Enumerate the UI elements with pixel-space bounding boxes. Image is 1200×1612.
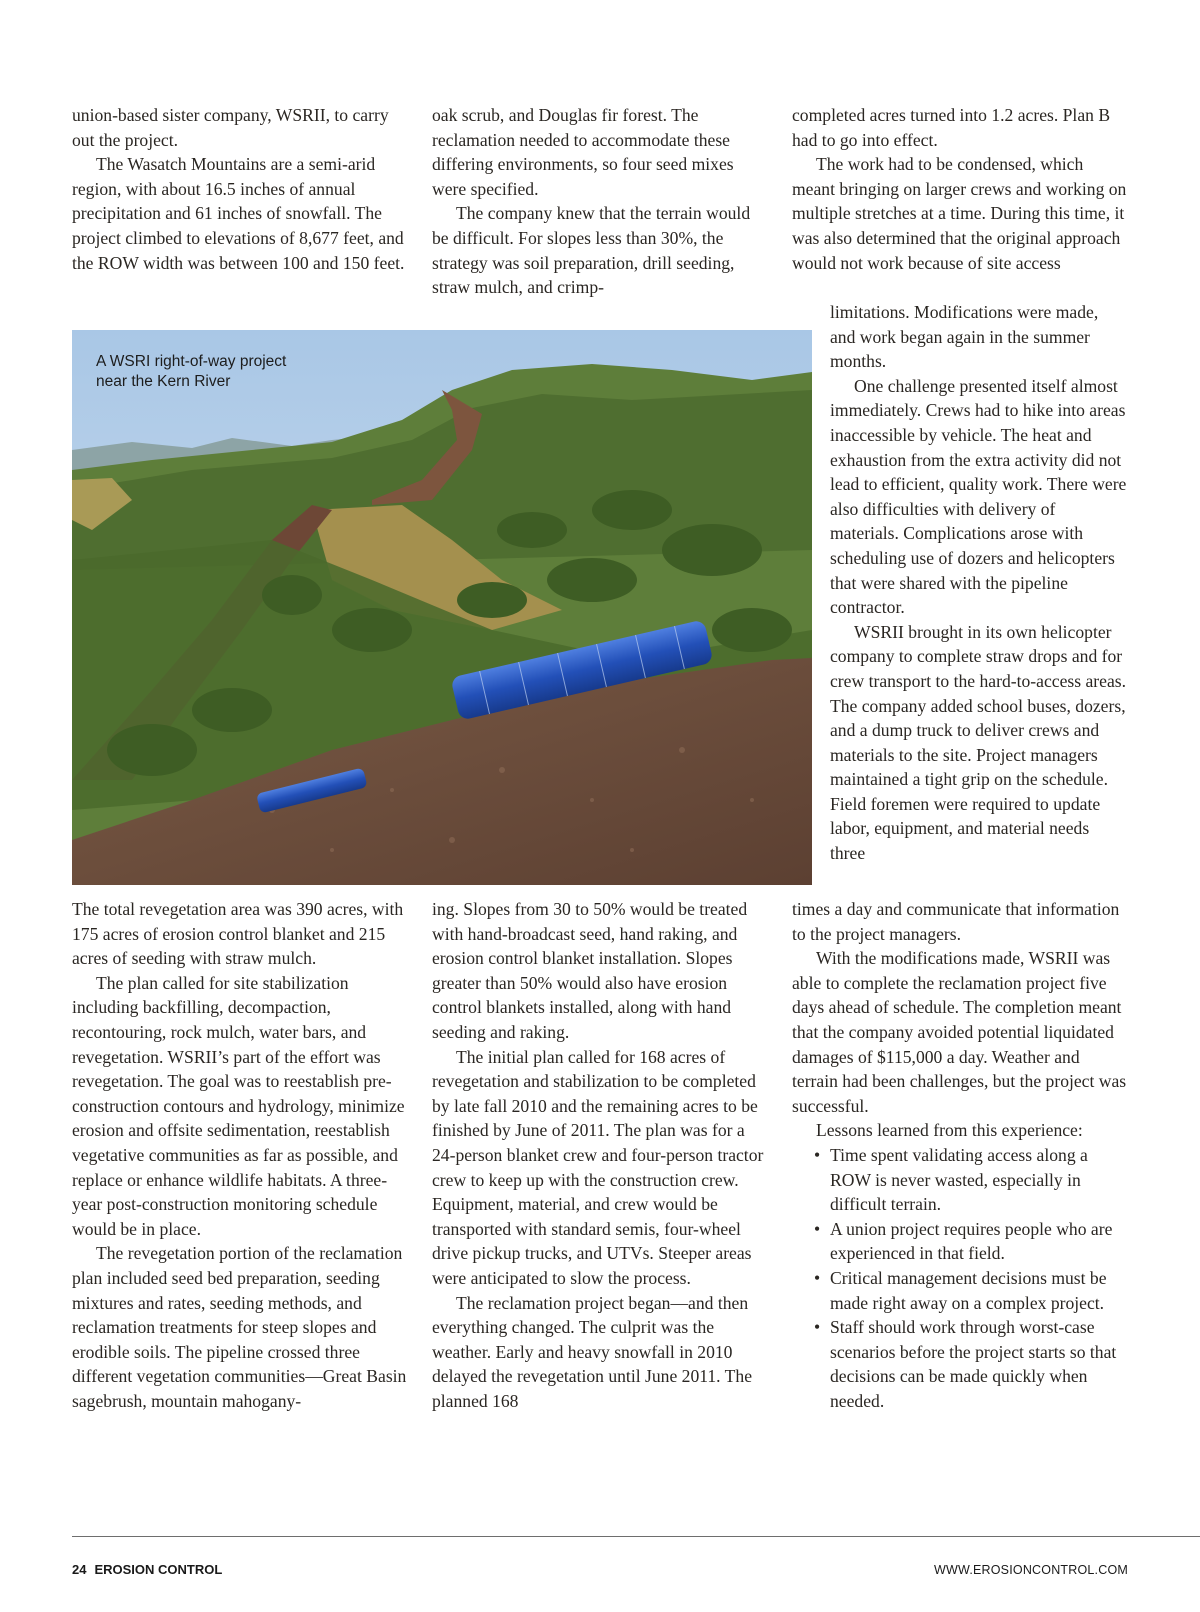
- footer-url: WWW.EROSIONCONTROL.COM: [934, 1563, 1128, 1577]
- column-3-bottom: [792, 897, 1128, 1413]
- paragraph: oak scrub, and Douglas fir forest. The reclamation needed to accommodate these differing environments, so four seed mixes were specified.: [432, 105, 734, 199]
- bullet-icon: •: [814, 1267, 821, 1288]
- paragraph: completed acres turned into 1.2 acres. Plan B had to go into effect.: [792, 105, 1111, 150]
- paragraph: With the modifications made, WSRII was able to complete the reclamation project five days ahead of schedule. The completion meant that the company avoided potential liquidated damages of $115,000 a day. Weather and terrain had been challenges, but the project was successful.: [792, 948, 1127, 1116]
- paragraph: The plan called for site stabilization including backfilling, decompaction, recontouring, rock mulch, water bars, and revegetation. WSRII’s part of the effort was revegetation. The goal was to reestablish pre-construction contours and hydrology, minimize erosion and offsite sedimentation, reestablish vegetative communities as far as possible, and replace or enhance wildlife habitats. A three-year post-construction monitoring schedule would be in place.: [72, 972, 405, 1239]
- photo-caption: A WSRI right-of-way project near the Kern River: [96, 353, 287, 390]
- footer-folio: [72, 1562, 222, 1577]
- list-item: • Time spent validating access along a ROW is never wasted, especially in difficult terrain.: [814, 1144, 1088, 1215]
- paragraph: limitations. Modifications were made, and work began again in the summer months.: [830, 302, 1099, 372]
- bullet-icon: •: [814, 1317, 821, 1338]
- bullet-icon: •: [814, 1144, 821, 1165]
- paragraph: The initial plan called for 168 acres of revegetation and stabilization to be completed by late fall 2010 and the remaining acres to be finished by June of 2011. The plan was for a 24-person blanket crew and four-person tractor crew to keep up with the construction crew. Equipment, material, and crew would be transported with standard semis, four-wheel drive pickup trucks, and UTVs. Steeper areas were anticipated to slow the process.: [432, 1046, 764, 1288]
- paragraph: The total revegetation area was 390 acres, with 175 acres of erosion control blanket and 215 acres of seeding with straw mulch.: [72, 899, 404, 969]
- paragraph: union-based sister company, WSRII, to carry out the project.: [72, 105, 389, 150]
- paragraph: The reclamation project began—and then everything changed. The culprit was the weather. Early and heavy snowfall in 2010 delayed the revegetation until June 2011. The planned 168: [432, 1292, 753, 1411]
- list-item: • Critical management decisions must be made right away on a complex project.: [814, 1267, 1107, 1313]
- paragraph: Lessons learned from this experience:: [816, 1120, 1083, 1141]
- column-2-top: [432, 103, 768, 300]
- list-item: • A union project requires people who are experienced in that field.: [814, 1218, 1113, 1264]
- column-3-top: [792, 103, 1128, 275]
- list-item: • Staff should work through worst-case scenarios before the project starts so that decisions can be made quickly when needed.: [814, 1317, 1117, 1411]
- page-number: 24: [72, 1562, 87, 1577]
- paragraph: The company knew that the terrain would be difficult. For slopes less than 30%, the strategy was soil preparation, drill seeding, straw mulch, and crimp-: [432, 203, 751, 298]
- paragraph: WSRII brought in its own helicopter company to complete straw drops and for crew transport to the hard-to-access areas. The company added school buses, dozers, and a dump truck to deliver crews and materials to the site. Project managers maintained a tight grip on the schedule. Field foremen were required to update labor, equipment, and material needs three: [830, 621, 1127, 864]
- column-1-bottom: [72, 897, 408, 1413]
- paragraph: times a day and communicate that information to the project managers.: [792, 899, 1120, 944]
- paragraph: The work had to be condensed, which meant bringing on larger crews and working on multiple stretches at a time. During this time, it was also determined that the original approach would not work because of site access: [792, 154, 1127, 273]
- paragraph: One challenge presented itself almost immediately. Crews had to hike into areas inaccessible by vehicle. The heat and exhaustion from the extra activity did not lead to efficient, quality work. There were also difficulties with delivery of materials. Complications arose with scheduling use of dozers and helicopters that were shared with the pipeline contractor.: [830, 375, 1127, 618]
- column-1-top: [72, 103, 408, 275]
- bullet-icon: •: [814, 1218, 821, 1239]
- column-3-indented: [792, 300, 1128, 866]
- footer-rule: [72, 1536, 1200, 1537]
- paragraph: ing. Slopes from 30 to 50% would be treated with hand-broadcast seed, hand raking, and erosion control blanket installation. Slopes greater than 50% would also have erosion control blankets installed, along with hand seeding and raking.: [432, 899, 748, 1042]
- magazine-name: EROSION CONTROL: [94, 1562, 223, 1577]
- paragraph: The Wasatch Mountains are a semi-arid region, with about 16.5 inches of annual precipitation and 61 inches of snowfall. The project climbed to elevations of 8,677 feet, and the ROW width was between 100 and 150 feet.: [72, 154, 405, 273]
- column-2-bottom: [432, 897, 768, 1413]
- paragraph: The revegetation portion of the reclamation plan included seed bed preparation, seeding mixtures and rates, seeding methods, and reclamation treatments for steep slopes and erodible soils. The pipeline crossed three different vegetation communities—Great Basin sagebrush, mountain mahogany-: [72, 1243, 407, 1411]
- photo-right-of-way: [72, 330, 812, 885]
- lessons-list: [792, 1143, 1128, 1414]
